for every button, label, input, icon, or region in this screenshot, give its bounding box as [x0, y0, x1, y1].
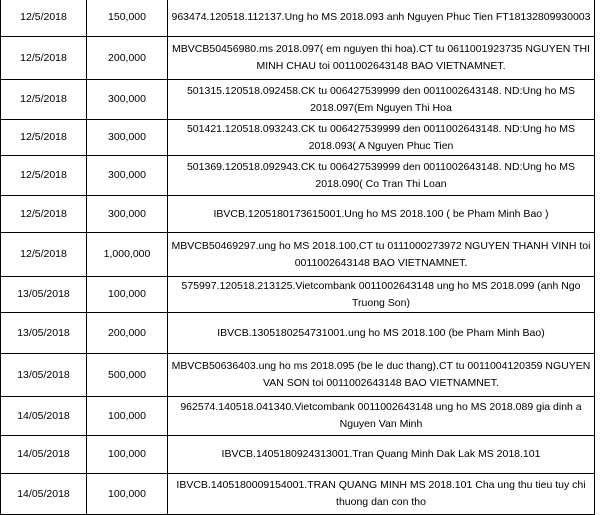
amount-cell: 500,000: [87, 354, 168, 397]
date-cell: 12/5/2018: [1, 120, 87, 156]
description-cell: 501421.120518.093243.CK tu 006427539999 den 0011002643148. ND:Ung ho MS 2018.093( A Nguyen Phuc Tien: [168, 120, 595, 156]
amount-cell: 300,000: [87, 196, 168, 233]
table-row: [1, 354, 595, 397]
date-cell: 12/5/2018: [1, 196, 87, 233]
date-cell: 14/05/2018: [1, 397, 87, 436]
date-cell: 13/05/2018: [1, 354, 87, 397]
date-cell: 12/5/2018: [1, 37, 87, 80]
date-cell: 14/05/2018: [1, 436, 87, 474]
table-row: [1, 397, 595, 436]
table-row: [1, 156, 595, 196]
amount-cell: 100,000: [87, 474, 168, 515]
amount-cell: 100,000: [87, 436, 168, 474]
date-cell: 14/05/2018: [1, 474, 87, 515]
description-cell: 501369.120518.092943.CK tu 006427539999 den 0011002643148. ND:Ung ho MS 2018.090( Co Tran Thi Loan: [168, 156, 595, 196]
date-cell: 12/5/2018: [1, 156, 87, 196]
date-cell: 13/05/2018: [1, 277, 87, 313]
description-cell: IBVCB.1305180254731001.ung ho MS 2018.100 (be Pham Minh Bao): [168, 313, 595, 354]
table-row: [1, 80, 595, 120]
amount-cell: 150,000: [87, 0, 168, 37]
description-cell: 962574.140518.041340.Vietcombank 0011002643148 ung ho MS 2018.089 gia dinh a Nguyen Van Minh: [168, 397, 595, 436]
table-row: [1, 37, 595, 80]
description-cell: IBVCB.1405180009154001.TRAN QUANG MINH MS 2018.101 Cha ung thu tieu tuy chi thuong dan con tho: [168, 474, 595, 515]
table-row: [1, 0, 595, 37]
table-row: [1, 474, 595, 515]
description-cell: MBVCB50456980.ms 2018.097( em nguyen thi hoa).CT tu 0611001923735 NGUYEN THI MINH CHAU toi 0011002643148 BAO VIETNAMNET.: [168, 37, 595, 80]
table-row: [1, 196, 595, 233]
table-row: [1, 120, 595, 156]
description-cell: 963474.120518.112137.Ung ho MS 2018.093 anh Nguyen Phuc Tien FT18132809930003: [168, 0, 595, 37]
amount-cell: 1,000,000: [87, 233, 168, 277]
amount-cell: 100,000: [87, 277, 168, 313]
date-cell: 12/5/2018: [1, 0, 87, 37]
table-row: [1, 277, 595, 313]
description-cell: 575997.120518.213125.Vietcombank 0011002643148 ung ho MS 2018.099 (anh Ngo Truong Son): [168, 277, 595, 313]
table-row: [1, 233, 595, 277]
amount-cell: 300,000: [87, 120, 168, 156]
date-cell: 12/5/2018: [1, 233, 87, 277]
amount-cell: 200,000: [87, 37, 168, 80]
table-row: [1, 313, 595, 354]
description-cell: MBVCB50636403.ung ho ms 2018.095 (be le duc thang).CT tu 0011004120359 NGUYEN VAN SON toi 0011002643148 BAO VIETNAMNET.: [168, 354, 595, 397]
description-cell: MBVCB50469297.ung ho MS 2018.100.CT tu 0111000273972 NGUYEN THANH VINH toi 0011002643148 BAO VIETNAMNET.: [168, 233, 595, 277]
amount-cell: 100,000: [87, 397, 168, 436]
amount-cell: 200,000: [87, 313, 168, 354]
description-cell: IBVCB.1405180924313001.Tran Quang Minh Dak Lak MS 2018.101: [168, 436, 595, 474]
date-cell: 12/5/2018: [1, 80, 87, 120]
description-cell: IBVCB.1205180173615001.Ung ho MS 2018.100 ( be Pham Minh Bao ): [168, 196, 595, 233]
amount-cell: 300,000: [87, 80, 168, 120]
amount-cell: 300,000: [87, 156, 168, 196]
description-cell: 501315.120518.092458.CK tu 006427539999 den 0011002643148. ND:Ung ho MS 2018.097(Em Nguyen Thi Hoa: [168, 80, 595, 120]
date-cell: 13/05/2018: [1, 313, 87, 354]
table-row: [1, 436, 595, 474]
